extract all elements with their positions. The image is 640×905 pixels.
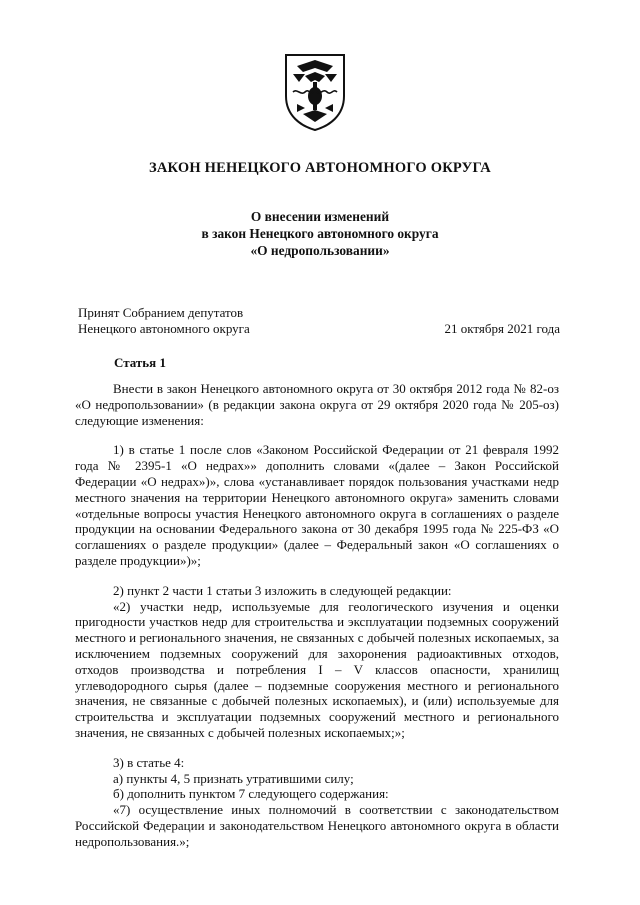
- article-paragraph: а) пункты 4, 5 признать утратившими силу;: [113, 770, 354, 786]
- article-paragraph: «7) осуществление иных полномочий в соответствии с законодательством Российской Федерации и законодательством Ненецкого автономного округа в области недропользования.»;: [75, 802, 559, 849]
- article-paragraph: 2) пункт 2 части 1 статьи 3 изложить в следующей редакции:: [113, 582, 452, 598]
- adoption-date: 21 октября 2021 года: [444, 321, 560, 336]
- subject-line: О внесении изменений: [250, 209, 390, 224]
- article-paragraph: 3) в статье 4:: [113, 754, 185, 770]
- article-body: [75, 381, 559, 850]
- subject-line: «О недропользовании»: [250, 243, 390, 258]
- law-subject: [0, 208, 640, 259]
- coat-of-arms-emblem: [283, 52, 347, 132]
- subject-line: в закон Ненецкого автономного округа: [201, 226, 439, 241]
- law-title: ЗАКОН НЕНЕЦКОГО АВТОНОМНОГО ОКРУГА: [149, 160, 491, 176]
- adoption-line: Ненецкого автономного округа: [78, 321, 250, 336]
- adoption-line: Принят Собранием депутатов: [78, 305, 244, 320]
- article-paragraph: 1) в статье 1 после слов «Законом Российской Федерации от 21 февраля 1992 года № 2395-1 «О недрах»» дополнить словами «(далее – Закон Российской Федерации «О недрах»)», слова «устанавливает порядок пользования участками недр местного значения на территории Ненецкого автономного округа» заменить словами «отдельные вопросы участия Ненецкого автономного округа в соглашениях о разделе продукции на основании Федерального закона от 30 декабря 1995 года № 225-ФЗ «О соглашениях о разделе продукции» (далее – Федеральный закон «О соглашениях о разделе продукции»)»;: [75, 442, 559, 568]
- article-paragraph: Внести в закон Ненецкого автономного округа от 30 октября 2012 года № 82-оз «О недропользовании» (в редакции закона округа от 29 октября 2020 года № 205-оз) следующие изменения:: [75, 381, 559, 428]
- article-paragraph: «2) участки недр, используемые для геологического изучения и оценки пригодности участков недр для строительства и эксплуатации подземных сооружений местного и регионального значения, не связанных с добычей полезных ископаемых, за исключением подземных сооружений для захоронения радиоактивных отходов, отходов производства и потребления I – V классов опасности, хранилищ углеводородного сырья (далее – подземные сооружения местного и регионального значения, не связанные с добычей полезных ископаемых), и (или) используемые для строительства и эксплуатации подземных сооружений местного и регионального значения, не связанных с добычей полезных ископаемых;»;: [75, 598, 559, 740]
- article-paragraph: б) дополнить пунктом 7 следующего содержания:: [113, 786, 389, 802]
- adoption-info: [78, 305, 250, 337]
- article-title: Статья 1: [114, 355, 166, 370]
